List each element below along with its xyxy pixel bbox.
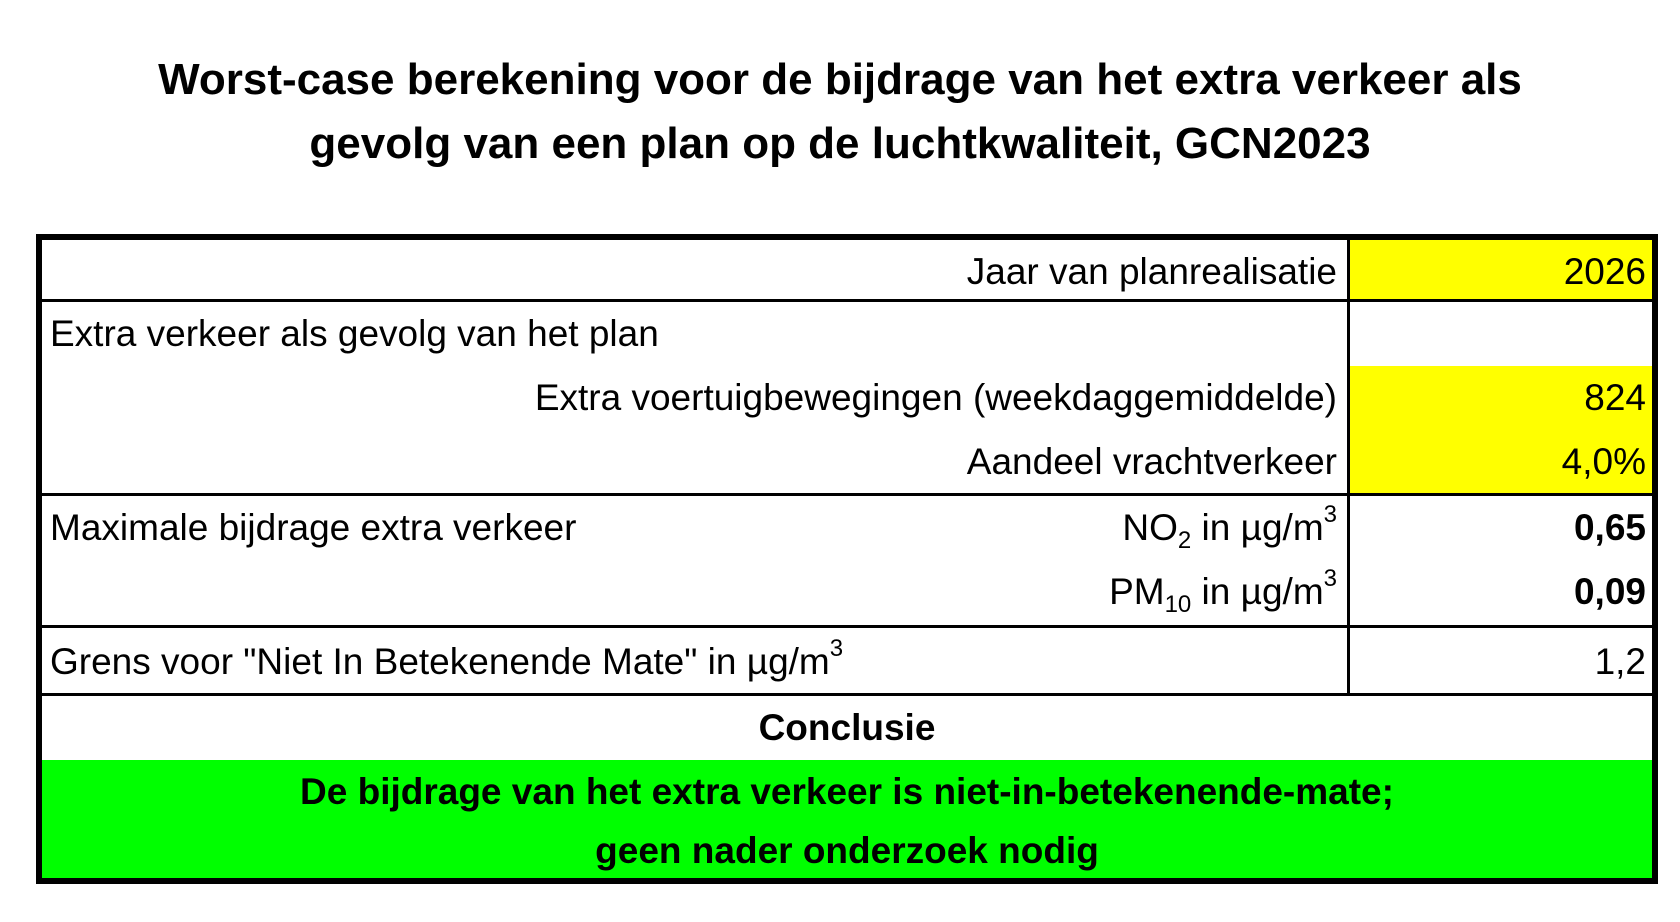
calculation-table (36, 234, 1658, 884)
conclusion-line-1: De bijdrage van het extra verkeer is niet-in-betekenende-mate; (300, 771, 1394, 812)
max-contribution-label: Maximale bijdrage extra verkeer (50, 507, 577, 548)
row-divider (42, 299, 1652, 302)
pm10-label: $PM_{10}$ in $\mu g/m^3$ (1109, 565, 1337, 618)
vehicle-movements-label: Extra voertuigbewegingen (weekdaggemiddelde) (534, 377, 1337, 418)
pm10-value: 0,09 (1573, 571, 1646, 612)
title-line-2: gevolg van een plan op de luchtkwaliteit, GCN2023 (309, 119, 1371, 168)
no2-value: 0,65 (1573, 507, 1646, 548)
conclusion-box (42, 760, 1652, 878)
year-value[interactable]: 2026 (1350, 240, 1652, 299)
row-divider (42, 625, 1652, 628)
row-divider (42, 493, 1652, 496)
extra-traffic-label: Extra verkeer als gevolg van het plan (50, 313, 659, 354)
conclusion-line-2: geen nader onderzoek nodig (595, 830, 1099, 871)
truck-share-value[interactable]: 4,0% (1350, 430, 1652, 494)
threshold-label: Grens voor "Niet In Betekenende Mate" in $\mu g/m^3$ (50, 635, 844, 682)
year-label: Jaar van planrealisatie (966, 251, 1337, 292)
threshold-value: 1,2 (1594, 641, 1646, 682)
conclusion-heading: Conclusie (758, 707, 936, 748)
page-title (0, 48, 1680, 176)
no2-label: $NO_2$ in $\mu g/m^3$ (1122, 501, 1337, 554)
column-divider (1347, 240, 1350, 693)
title-line-1: Worst-case berekening voor de bijdrage van het extra verkeer als (158, 55, 1522, 104)
truck-share-label: Aandeel vrachtverkeer (966, 441, 1337, 482)
vehicle-movements-value[interactable]: 824 (1350, 366, 1652, 430)
row-divider (42, 693, 1652, 696)
